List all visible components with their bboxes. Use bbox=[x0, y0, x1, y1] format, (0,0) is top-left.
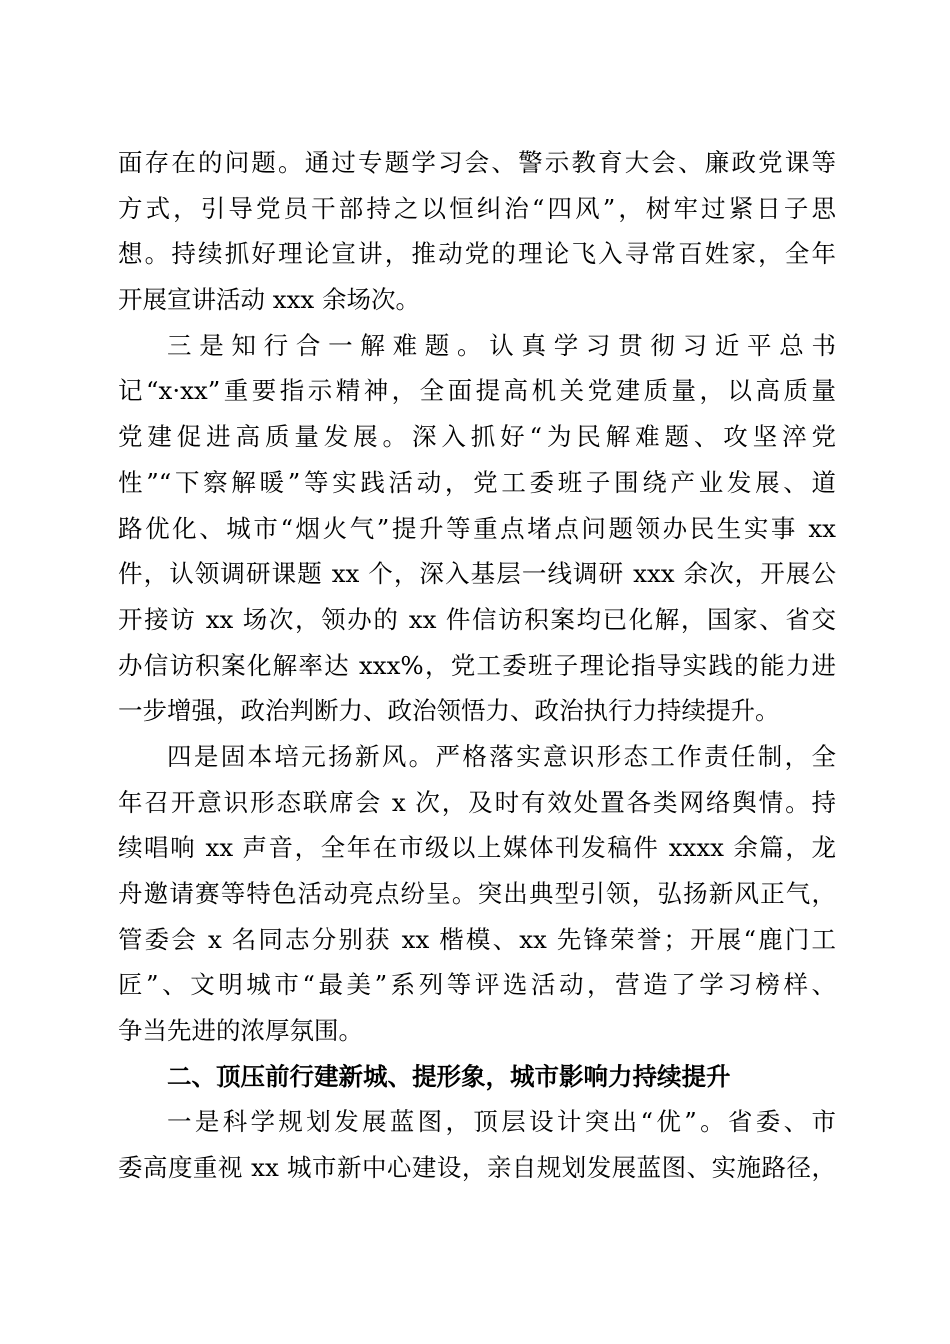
text-line: 性”“下察解暖”等实践活动，党工委班子围绕产业发展、道 bbox=[118, 467, 836, 497]
text-line: 委高度重视 xx 城市新中心建设，亲自规划发展蓝图、实施路径， bbox=[118, 1153, 836, 1183]
text-line: 记“x·xx”重要指示精神，全面提高机关党建质量，以高质量 bbox=[118, 376, 836, 406]
text-line: 党建促进高质量发展。深入抓好“为民解难题、攻坚淬党 bbox=[118, 422, 836, 452]
text-line: 舟邀请赛等特色活动亮点纷呈。突出典型引领，弘扬新风正气， bbox=[118, 879, 836, 908]
text-line: 一步增强，政治判断力、政治领悟力、政治执行力持续提升。 bbox=[118, 696, 780, 726]
text-line: 争当先进的浓厚氛围。 bbox=[118, 1016, 363, 1046]
document-body bbox=[118, 140, 836, 1191]
text-line: 开展宣讲活动 xxx 余场次。 bbox=[118, 285, 421, 315]
text-line: 方式，引导党员干部持之以恒纠治“四风”，树牢过紧日子思 bbox=[118, 193, 836, 223]
text-line: 开接访 xx 场次，领办的 xx 件信访积案均已化解，国家、省交 bbox=[118, 604, 836, 634]
paragraph-four-start: 四是固本培元扬新风。严格落实意识形态工作责任制，全 bbox=[167, 741, 836, 771]
paragraph-one-start: 一是科学规划发展蓝图，顶层设计突出“优”。省委、市 bbox=[167, 1107, 836, 1137]
text-line: 续唱响 xx 声音，全年在市级以上媒体刊发稿件 xxxx 余篇，龙 bbox=[118, 833, 836, 863]
text-line: 想。持续抓好理论宣讲，推动党的理论飞入寻常百姓家，全年 bbox=[118, 239, 836, 269]
text-line: 办信访积案化解率达 xxx%，党工委班子理论指导实践的能力进 bbox=[118, 650, 836, 680]
text-line: 面存在的问题。通过专题学习会、警示教育大会、廉政党课等 bbox=[118, 148, 836, 177]
text-line: 件，认领调研课题 xx 个，深入基层一线调研 xxx 余次，开展公 bbox=[118, 559, 836, 589]
paragraph-three-start: 三是知行合一解难题。认真学习贯彻习近平总书 bbox=[167, 330, 836, 360]
text-line: 年召开意识形态联席会 x 次，及时有效处置各类网络舆情。持 bbox=[118, 787, 836, 817]
text-line: 管委会 x 名同志分别获 xx 楷模、xx 先锋荣誉；开展“鹿门工 bbox=[118, 924, 836, 954]
text-line: 路优化、城市“烟火气”提升等重点堵点问题领办民生实事 xx bbox=[118, 513, 836, 543]
section-heading: 二、顶压前行建新城、提形象，城市影响力持续提升 bbox=[167, 1061, 731, 1091]
text-line: 匠”、文明城市“最美”系列等评选活动，营造了学习榜样、 bbox=[118, 970, 836, 1000]
